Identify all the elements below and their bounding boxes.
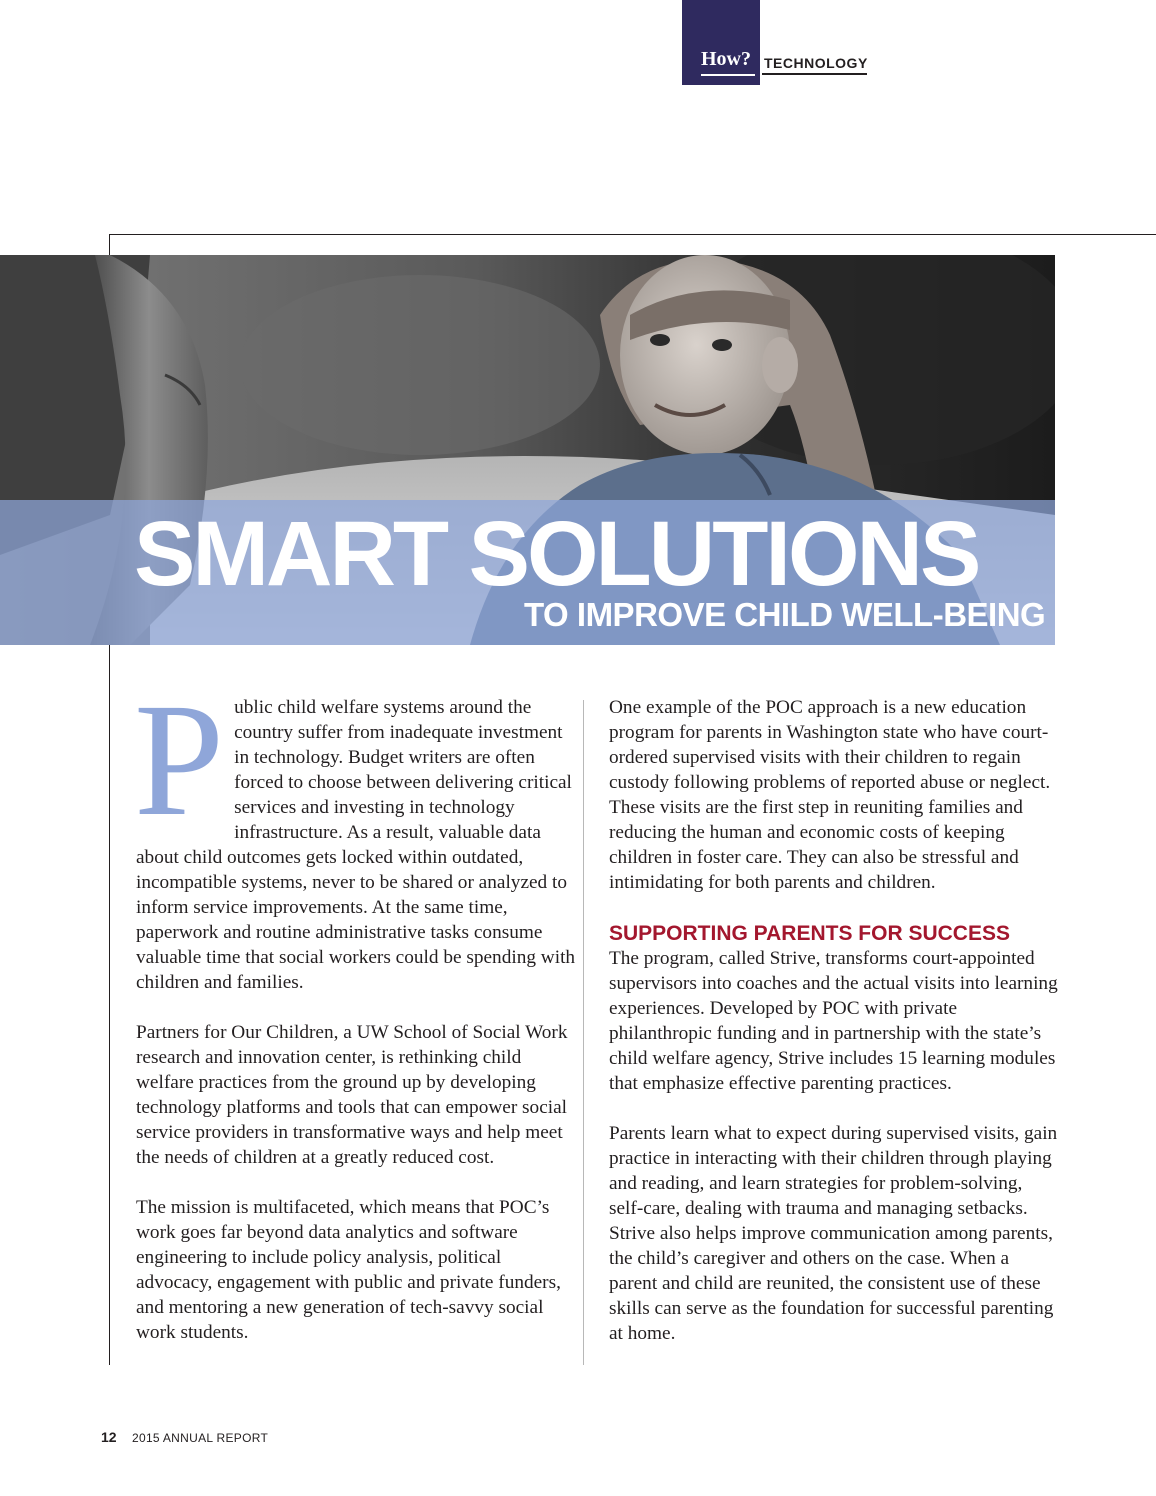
paragraph: Parents learn what to expect during supervised visits, gain practice in interacting with their children through playing and reading, and learn strategies for problem-solving, self-care, dealing with trauma and managing setbacks. Strive also helps improve communication among parents, the child’s caregiver and others on the case. When a parent and child are reunited, the consistent use of these skills can serve as the foundation for successful parenting at home. xyxy=(609,1123,1058,1344)
drop-cap: P xyxy=(134,671,225,850)
paragraph xyxy=(134,671,576,995)
paragraph: Partners for Our Children, a UW School of Social Work research and innovation center, is rethinking child welfare practices from the ground up by developing technology platforms and tools that can empower social service providers in transformative ways and help meet the needs of children at a greatly reduced cost. xyxy=(136,1022,568,1168)
left-column xyxy=(134,671,576,1370)
right-column xyxy=(609,695,1059,1371)
column-divider xyxy=(583,700,584,1365)
frame-left-rule-top xyxy=(109,234,110,256)
section-label: TECHNOLOGY xyxy=(764,55,868,71)
header-tab-label: How? xyxy=(701,48,751,70)
section-underline xyxy=(762,73,867,75)
paragraph-text: ublic child welfare systems around the country suffer from inadequate investment in technology. Budget writers are often forced to choose between delivering critical services and investing in technology infrastructure. As a result, valuable data about child outcomes gets locked within outdated, incompatible systems, never to be shared or analyzed to inform service improvements. At the same time, paperwork and routine administrative tasks consume valuable time that social workers could be spending with children and families. xyxy=(136,697,576,993)
header-tab-underline xyxy=(701,74,755,76)
paragraph: The mission is multifaceted, which means that POC’s work goes far beyond data analytics and software engineering to include policy analysis, political advocacy, engagement with public and private funders, and mentoring a new generation of tech-savvy social work students. xyxy=(136,1197,561,1343)
header-tab xyxy=(682,0,760,85)
section-heading: SUPPORTING PARENTS FOR SUCCESS xyxy=(609,922,1010,945)
paragraph: One example of the POC approach is a new education program for parents in Washington state who have court-ordered supervised visits with their children to regain custody following problems of reported abuse or neglect. These visits are the first step in reuniting families and reducing the human and economic costs of keeping children in foster care. They can also be stressful and intimidating for both parents and children. xyxy=(609,697,1051,893)
page-number: 12 xyxy=(101,1429,117,1445)
paragraph: The program, called Strive, transforms court-appointed supervisors into coaches and the actual visits into learning experiences. Developed by POC with private philanthropic funding and in partnership with the state’s child welfare agency, Strive includes 15 learning modules that emphasize effective parenting practices. xyxy=(609,948,1058,1094)
article-subtitle: TO IMPROVE CHILD WELL-BEING xyxy=(524,596,1046,633)
frame-top-rule xyxy=(109,234,1156,235)
publication-label: 2015 ANNUAL REPORT xyxy=(132,1431,269,1445)
frame-left-rule-bottom xyxy=(109,645,110,1365)
article-title: SMART SOLUTIONS xyxy=(134,503,979,605)
